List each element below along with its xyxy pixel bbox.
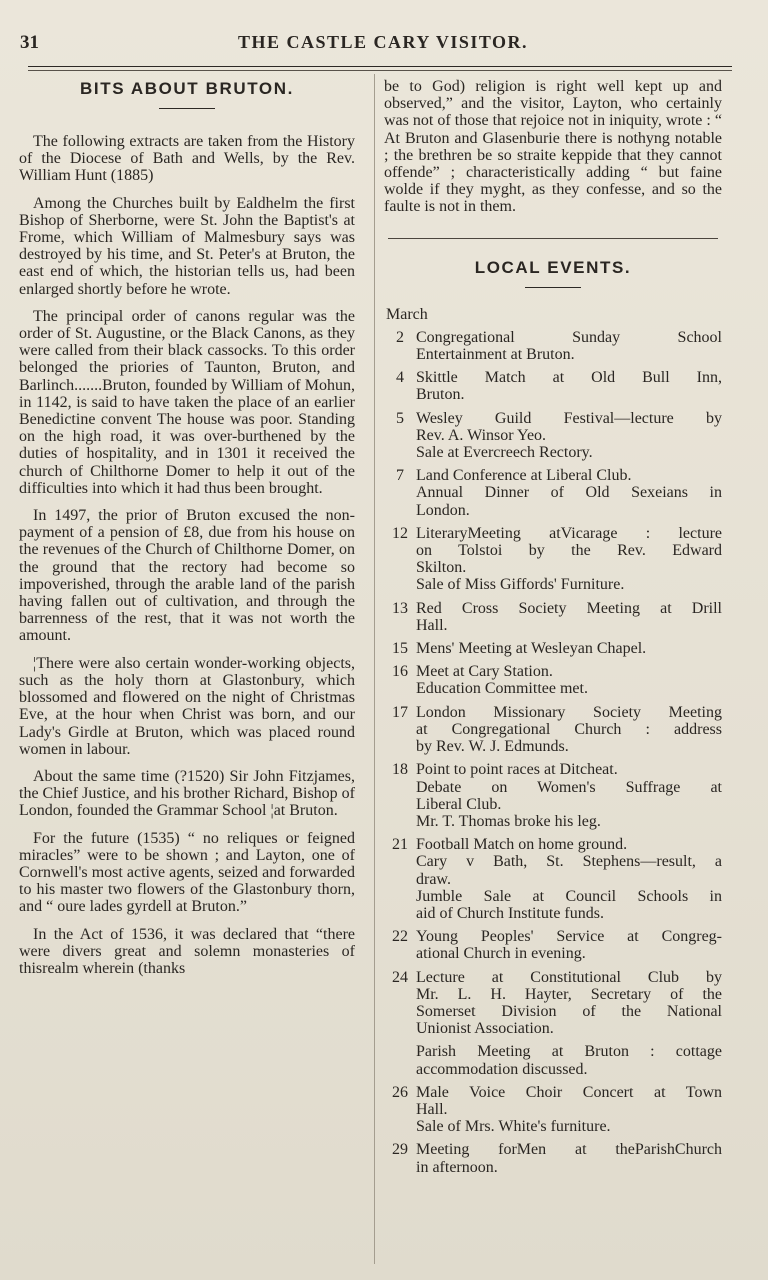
event-line: Mens' Meeting at Wesleyan Chapel. bbox=[416, 640, 647, 658]
event-description bbox=[416, 969, 722, 1078]
continued-paragraph: be to God) religion is right well kept up and observed,” and the visitor, Layton, who certainly was not of those that rejoice not in iniquity, wrote : “ At Bruton and Glasenburie there is nothyng notable ; the brethren be so straite keppide that they cannot offende” ; characteristically adding “ but faine wolde if they myght, as they confesse, and so the faulte is not in them. bbox=[384, 78, 722, 216]
left-column bbox=[19, 78, 355, 977]
event-description bbox=[416, 1141, 722, 1175]
event-line: Sale of Miss Giffords' Furniture. bbox=[416, 576, 625, 594]
event-line: London. bbox=[416, 501, 470, 519]
event-line: Skittle Match at Old Bull Inn, bbox=[416, 369, 722, 387]
paragraph: About the same time (?1520) Sir John Fitzjames, the Chief Justice, and his brother Richard, Bishop of London, founded the Grammar School ¦at Bruton. bbox=[19, 767, 355, 820]
event-line: Entertainment at Bruton. bbox=[416, 346, 575, 364]
event-line: ational Church in evening. bbox=[416, 945, 586, 963]
event-entry bbox=[384, 329, 722, 363]
event-day: 15 bbox=[392, 640, 408, 658]
event-line: Sale at Evercreech Rectory. bbox=[416, 444, 593, 462]
event-line: Red Cross Society Meeting at Drill bbox=[416, 599, 722, 617]
title-rule bbox=[159, 108, 215, 109]
event-description bbox=[416, 761, 722, 830]
event-day: 12 bbox=[392, 524, 408, 542]
paragraph: For the future (1535) “ no reliques or feigned miracles” were to be shown ; and Layton, one of Cornwell's most active agents, seized and forwarded to his master two flowers of the Glastonbury thorn, and “ oure lades gyrdell at Bruton.” bbox=[19, 829, 355, 916]
event-day: 22 bbox=[392, 928, 408, 946]
event-line: Male Voice Choir Concert at Town bbox=[416, 1083, 722, 1101]
event-line: Wesley Guild Festival—lecture by bbox=[416, 409, 722, 427]
event-line: Bruton. bbox=[416, 386, 465, 404]
event-description bbox=[416, 928, 722, 962]
event-line: Annual Dinner of Old Sexeians in bbox=[416, 484, 722, 502]
paragraph: In the Act of 1536, it was declared that “there were divers great and solemn monasteries of thisrealm wherein (thanks bbox=[19, 925, 355, 977]
event-line: Point to point races at Ditcheat. bbox=[416, 761, 618, 779]
events-list bbox=[384, 329, 722, 1176]
event-line: draw. bbox=[416, 870, 451, 888]
paragraph: ¦There were also certain wonder-working objects, such as the holy thorn at Glastonbury, which blossomed and flowered on the night of Christmas Eve, at the hour when Christ was born, and our Lady's Girdle at Bruton, which was placed round women in labour. bbox=[19, 654, 355, 758]
event-day: 5 bbox=[396, 409, 404, 427]
event-entry bbox=[384, 600, 722, 634]
column-divider bbox=[374, 74, 375, 1264]
event-day: 29 bbox=[392, 1141, 408, 1159]
event-line: Cary v Bath, St. Stephens—result, a bbox=[416, 853, 722, 871]
event-day: 16 bbox=[392, 663, 408, 681]
event-day: 18 bbox=[392, 761, 408, 779]
event-line: Unionist Association. bbox=[416, 1020, 554, 1038]
event-description bbox=[416, 467, 722, 519]
event-line: London Missionary Society Meeting bbox=[416, 703, 722, 721]
section-title-local-events: LOCAL EVENTS. bbox=[474, 257, 632, 277]
event-day: 21 bbox=[392, 836, 408, 854]
event-line: Liberal Club. bbox=[416, 795, 502, 813]
event-line: Land Conference at Liberal Club. bbox=[416, 467, 632, 485]
running-head bbox=[20, 30, 746, 58]
event-line: Hall. bbox=[416, 616, 448, 634]
event-entry bbox=[384, 928, 722, 962]
event-description bbox=[416, 410, 722, 462]
event-line: Somerset Division of the National bbox=[416, 1002, 722, 1020]
event-entry bbox=[384, 663, 722, 697]
header-rule bbox=[28, 66, 732, 67]
event-line: Football Match on home ground. bbox=[416, 836, 628, 854]
event-day: 13 bbox=[392, 599, 408, 617]
event-line: in afternoon. bbox=[416, 1158, 498, 1176]
event-description bbox=[416, 704, 722, 756]
event-description bbox=[416, 640, 722, 657]
event-line: Parish Meeting at Bruton : cottage bbox=[416, 1043, 722, 1061]
event-day: 24 bbox=[392, 968, 408, 986]
event-entry bbox=[384, 410, 722, 462]
event-description bbox=[416, 525, 722, 594]
event-line: Meet at Cary Station. bbox=[416, 663, 553, 681]
event-entry bbox=[384, 369, 722, 403]
event-line: Congregational Sunday School bbox=[416, 328, 722, 346]
event-entry bbox=[384, 969, 722, 1078]
month-heading: March bbox=[386, 305, 428, 323]
event-day: 26 bbox=[392, 1083, 408, 1101]
event-line: Mr. T. Thomas broke his leg. bbox=[416, 812, 601, 830]
event-line: Education Committee met. bbox=[416, 680, 588, 698]
page-number: 31 bbox=[20, 32, 39, 53]
event-line: Lecture at Constitutional Club by bbox=[416, 968, 722, 986]
paragraph: In 1497, the prior of Bruton excused the non-payment of a pension of £8, due from his house on the revenues of the Church of Chilthorne Domer, on the ground that the rectory had become so impoverished, through the arable land of the parish having fallen out of cultivation, and through the barrenness of the rest, that it was not worth the amount. bbox=[19, 507, 355, 645]
event-line: Rev. A. Winsor Yeo. bbox=[416, 426, 547, 444]
event-entry bbox=[384, 761, 722, 830]
paragraph: The following extracts are taken from the History of the Diocese of Bath and Wells, by the Rev. William Hunt (1885) bbox=[19, 133, 355, 185]
event-entry bbox=[384, 704, 722, 756]
event-entry bbox=[384, 640, 722, 657]
event-line: LiteraryMeeting atVicarage : lecture bbox=[416, 524, 722, 542]
event-entry bbox=[384, 836, 722, 922]
event-line: on Tolstoi by the Rev. Edward bbox=[416, 542, 722, 560]
event-day: 2 bbox=[396, 328, 404, 346]
event-day: 17 bbox=[392, 703, 408, 721]
event-line: aid of Church Institute funds. bbox=[416, 904, 604, 922]
title-rule bbox=[525, 287, 581, 288]
event-line: Debate on Women's Suffrage at bbox=[416, 778, 722, 796]
event-line: Sale of Mrs. White's furniture. bbox=[416, 1118, 611, 1136]
event-line: Young Peoples' Service at Congreg- bbox=[416, 928, 722, 946]
event-line: Hall. bbox=[416, 1100, 448, 1118]
event-description bbox=[416, 836, 722, 922]
event-line: Mr. L. H. Hayter, Secretary of the bbox=[416, 985, 722, 1003]
event-description bbox=[416, 329, 722, 363]
event-description bbox=[416, 663, 722, 697]
event-description bbox=[416, 369, 722, 403]
paragraph: The principal order of canons regular was the order of St. Augustine, or the Black Canons, as they were called from their black cassocks. To this order belonged the priories of Taunton, Bruton, and Barlinch.......Bruton, founded by William of Mohun, in 1142, is said to have taken the place of an earlier Benedictine convent The house was poor. Standing on the high road, it was over-burthened by the duties of hospitality, and in 1301 it received the church of Chilthorne Domer to help it out of the difficulties into which it had thus been brought. bbox=[19, 307, 355, 497]
event-day: 4 bbox=[396, 369, 404, 387]
event-line: by Rev. W. J. Edmunds. bbox=[416, 738, 569, 756]
section-title-bits-about-bruton: BITS ABOUT BRUTON. bbox=[80, 79, 294, 98]
event-line: Skilton. bbox=[416, 559, 467, 577]
event-entry bbox=[384, 1141, 722, 1175]
event-entry bbox=[384, 525, 722, 594]
event-entry bbox=[384, 1084, 722, 1136]
event-line: Jumble Sale at Council Schools in bbox=[416, 887, 722, 905]
event-line: Meeting forMen at theParishChurch bbox=[416, 1141, 722, 1159]
event-line: accommodation discussed. bbox=[416, 1060, 588, 1078]
event-entry bbox=[384, 467, 722, 519]
paragraph: Among the Churches built by Ealdhelm the first Bishop of Sherborne, were St. John the Baptist's at Frome, which William of Malmesbury says was destroyed by his time, and St. Peter's at Bruton, the east end of which, the historian tells us, had been enlarged shortly before he wrote. bbox=[19, 194, 355, 298]
event-day: 7 bbox=[396, 467, 404, 485]
event-description bbox=[416, 1084, 722, 1136]
event-description bbox=[416, 600, 722, 634]
header-rule-thin bbox=[28, 70, 732, 71]
section-separator bbox=[388, 238, 718, 239]
right-column bbox=[384, 78, 722, 1176]
journal-title: THE CASTLE CARY VISITOR. bbox=[237, 32, 529, 52]
event-line: at Congregational Church : address bbox=[416, 720, 722, 738]
